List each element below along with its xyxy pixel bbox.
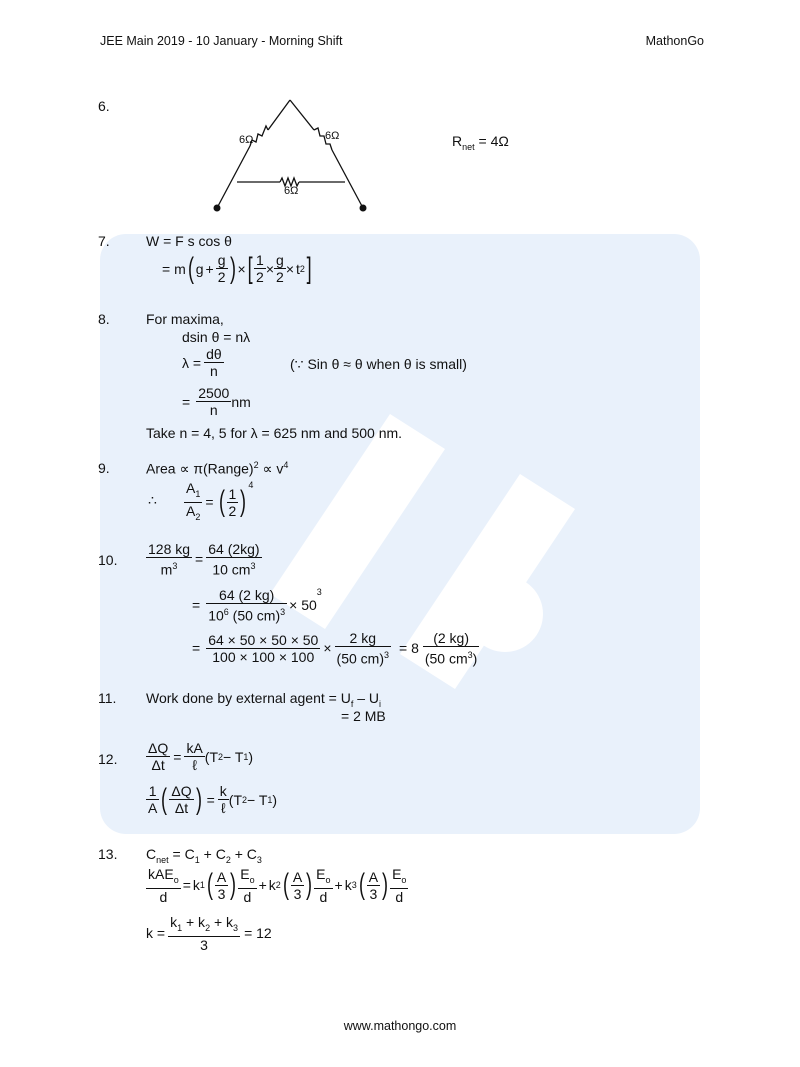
q7-frac-half [254, 252, 266, 285]
q13-kn2-sub: 2 [205, 922, 211, 933]
q9-rest: ∝ v [258, 460, 284, 477]
q9-a1-sub: 1 [195, 488, 201, 499]
q9-line2 [184, 480, 253, 525]
q8-frac [204, 346, 224, 379]
q7-t-sup: 2 [299, 263, 305, 274]
q13-e1-sub: o [249, 874, 255, 885]
q6-rnet [452, 133, 509, 152]
footer-url[interactable]: www.mathongo.com [343, 1019, 457, 1033]
q13-e2: E [316, 866, 326, 882]
q9-half-num: 1 [228, 485, 237, 502]
q13-kae-num [146, 866, 181, 888]
q10-frac3-den-rest: (50 cm) [228, 607, 281, 624]
q12-eq: = [173, 748, 182, 765]
q11-line1 [146, 690, 381, 709]
q10-frac6-den-end: ) [472, 650, 478, 667]
q12-minus-b: − T [247, 791, 268, 808]
q6-triangle-circuit [200, 90, 390, 220]
q10-times: × [323, 640, 332, 657]
q7-line2 [162, 252, 313, 285]
q13-p1-close: ) [230, 868, 237, 902]
q10-frac6-num: (2 kg) [433, 630, 469, 646]
q12-a: A [148, 800, 158, 816]
q10-frac5 [335, 630, 391, 667]
q9-frac-half [227, 486, 239, 519]
q13-a3-3 [367, 869, 380, 902]
q13-plus2: + [334, 877, 343, 894]
q13-k3: k [344, 877, 352, 894]
q7-number: 7. [98, 233, 110, 249]
q9-number: 9. [98, 460, 110, 476]
q9-frac-a-den [184, 502, 202, 525]
q13-ed-1-num [238, 866, 256, 888]
q13-kae-den: d [146, 888, 181, 905]
q7-t: t [296, 260, 300, 277]
header-brand: MathonGo [645, 34, 704, 48]
q13-a3-1 [215, 869, 228, 902]
q10-frac6-den [423, 646, 479, 667]
q11-sub-f: f [350, 698, 354, 709]
q8-line3 [182, 346, 224, 379]
q13-c1: 1 [194, 854, 200, 865]
q10-frac6-den-text: (50 cm [424, 650, 468, 667]
q7-half-den: 2 [256, 269, 264, 285]
q12-t2: (T [204, 748, 218, 765]
q13-k-frac [168, 914, 240, 953]
q9-frac-a-num [184, 480, 202, 502]
q13-k3-sub: 3 [351, 880, 357, 891]
q9-pow: 4 [248, 480, 254, 490]
q13-ed-2-num [314, 866, 332, 888]
q13-kn2: + k [182, 914, 206, 930]
q13-eq-c: = C [168, 846, 195, 862]
q12-dt: Δt [146, 756, 170, 773]
q12-dt2: Δt [169, 799, 193, 816]
q9-therefore: ∴ [148, 492, 157, 508]
q10-frac2 [206, 541, 261, 578]
q13-k-frac-den: 3 [168, 936, 240, 953]
q13-frac-kae [146, 866, 181, 905]
q12-ka: kA [186, 740, 203, 756]
q13-ed-3-num [390, 866, 408, 888]
q8-line4 [182, 385, 251, 418]
q12-t2-sub: 2 [218, 751, 224, 762]
q10-frac3-num: 64 (2 kg) [219, 587, 275, 603]
q12-t1b-sub: 1 [267, 794, 273, 805]
q12-t2b-sub: 2 [242, 794, 248, 805]
q10-frac2-den [206, 557, 261, 578]
q12-ell: ℓ [184, 756, 204, 773]
q7-paren-close: ) [229, 251, 236, 285]
q7-paren-open: ( [187, 251, 194, 285]
q13-c: C [146, 846, 157, 862]
q10-frac5-den-sup: 3 [383, 650, 389, 660]
q13-a3-3-den: 3 [367, 885, 380, 902]
q10-frac2-den-sup: 3 [250, 561, 256, 571]
q13-line2 [146, 866, 408, 905]
q10-frac5-num: 2 kg [349, 630, 376, 646]
q10-frac2-num: 64 (2kg) [208, 541, 260, 557]
q6-number: 6. [98, 98, 110, 114]
q10-frac1-den-m: m [160, 561, 173, 578]
q8-note: (∵ Sin θ ≈ θ when θ is small) [290, 356, 467, 372]
q10-eq8: = 8 [399, 640, 419, 657]
q7-bracket-close: ] [306, 251, 312, 285]
q10-number: 10. [98, 552, 118, 568]
q10-frac3-den-sup6: 6 [223, 607, 229, 617]
q9-a1: A [186, 480, 196, 496]
q11-number: 11. [98, 690, 117, 706]
q10-frac1 [146, 541, 192, 578]
q7-frac-g2 [216, 252, 228, 285]
q10-frac3 [206, 587, 287, 624]
q12-frac-dq [146, 740, 170, 773]
q7-times2: × [265, 260, 275, 277]
q10-line1 [146, 541, 262, 578]
q13-ed-3 [390, 866, 408, 905]
q6-resistor-right-label: 6Ω [325, 130, 340, 142]
q8-frac2 [196, 385, 231, 418]
q10-line2 [192, 587, 322, 624]
q6-rnet-symbol: R [452, 133, 463, 149]
q11-line2: = 2 MB [341, 708, 386, 724]
q10-line3 [192, 630, 479, 667]
q10-frac3-den-10: 10 [208, 607, 224, 624]
q7-eq: = m [162, 260, 186, 277]
q13-kn3-sub: 3 [233, 922, 239, 933]
q7-half-num: 1 [256, 252, 264, 268]
q12-frac-dq2 [169, 783, 193, 816]
q9-sup4: 4 [283, 460, 289, 470]
q10-frac2-den-text: 10 cm [212, 561, 251, 578]
q13-a3-3-num: A [368, 868, 379, 885]
q13-a3-2-num: A [292, 868, 303, 885]
q13-a3-2-den: 3 [291, 885, 304, 902]
q8-eq2: = [182, 393, 191, 410]
q12-line2 [146, 783, 277, 816]
q13-eq: = [182, 877, 191, 894]
q12-one: 1 [148, 783, 157, 799]
q13-k1: k [192, 877, 200, 894]
q13-p1-open: ( [206, 868, 213, 902]
q13-line1 [146, 846, 262, 865]
q13-line3 [146, 914, 272, 953]
q12-paren-open: ( [161, 782, 168, 816]
q9-line1 [146, 460, 288, 478]
q8-frac2-num: 2500 [198, 385, 230, 401]
q8-line5: Take n = 4, 5 for λ = 625 nm and 500 nm. [146, 425, 403, 441]
q12-frac-1a [146, 783, 159, 816]
q13-kn1: k [170, 914, 178, 930]
q13-a3-2 [291, 869, 304, 902]
q12-minus: − T [223, 748, 244, 765]
q10-eq2: = [192, 597, 201, 614]
q10-frac5-den-text: (50 cm) [336, 650, 384, 667]
q12-line1 [146, 740, 253, 773]
q13-a3-1-num: A [216, 868, 227, 885]
q13-c2: 2 [225, 854, 231, 865]
q13-e2-sub: o [325, 874, 331, 885]
q9-half-den: 2 [228, 502, 237, 519]
q13-k-frac-num [168, 914, 240, 936]
q13-ed-2 [314, 866, 332, 905]
q13-e1: E [240, 866, 250, 882]
q7-g3-den: 2 [276, 269, 284, 285]
q13-plus-c3: + C [230, 846, 257, 862]
q9-eq: = [205, 494, 214, 511]
q7-g: g [195, 260, 204, 277]
q12-frac-ka [184, 740, 204, 773]
q9-area-text: Area ∝ π(Range) [146, 460, 254, 477]
q13-k2-sub: 2 [275, 880, 281, 891]
q13-kn1-sub: 1 [177, 922, 183, 933]
q10-frac4 [206, 632, 320, 665]
q8-number: 8. [98, 311, 110, 327]
q10-frac6-den-sup: 3 [467, 650, 473, 660]
header-title: JEE Main 2019 - 10 January - Morning Shift [100, 34, 343, 48]
q13-plus-c2: + C [199, 846, 226, 862]
q10-eq1: = [195, 551, 204, 568]
q7-frac-g3 [274, 252, 286, 285]
q7-g3-num: g [276, 252, 284, 268]
q12-dq2: ΔQ [171, 783, 192, 799]
q13-p2-open: ( [282, 868, 289, 902]
q12-t1-sub: 1 [243, 751, 249, 762]
q7-times1: × [237, 260, 246, 277]
q6-resistor-left-label: 6Ω [239, 134, 254, 146]
q13-k-eq: k = [146, 925, 166, 942]
q13-k1-sub: 1 [199, 880, 205, 891]
q12-paren-close: ) [195, 782, 202, 816]
q10-frac5-den [335, 646, 391, 667]
q13-p2-close: ) [306, 868, 313, 902]
q12-dq: ΔQ [148, 740, 169, 756]
q12-frac-k [218, 783, 229, 816]
q10-frac1-den-sup: 3 [172, 561, 178, 571]
q9-sup2: 2 [253, 460, 259, 470]
q13-kn3: + k [210, 914, 234, 930]
q7-plus: + [205, 260, 214, 277]
q12-close: ) [248, 748, 254, 765]
q8-nm: nm [231, 393, 251, 410]
q13-e3-sub: o [401, 874, 407, 885]
q12-k: k [219, 783, 227, 799]
q10-frac1-den [146, 557, 192, 578]
q13-k-result: = 12 [244, 925, 272, 942]
q11-sub-i: i [379, 698, 382, 709]
q13-plus1: + [258, 877, 267, 894]
q13-c-net: net [156, 854, 169, 865]
q7-times3: × [285, 260, 295, 277]
q8-frac-den: n [204, 362, 224, 379]
q11-text: Work done by external agent = U [146, 690, 351, 706]
q9-frac-a [184, 480, 202, 525]
q13-kae-sub: o [173, 874, 179, 885]
q13-e3: E [392, 866, 402, 882]
q13-ed-2-den: d [314, 888, 332, 905]
q10-frac3-den [206, 603, 287, 624]
q7-frac-num: g [217, 252, 226, 268]
q8-line1: For maxima, [146, 311, 224, 327]
q6-rnet-sub: net [462, 141, 475, 152]
q9-paren-open: ( [218, 485, 225, 519]
q7-bracket-open: [ [247, 251, 253, 285]
q10-frac1-num: 128 kg [148, 541, 191, 557]
q10-eq3: = [192, 640, 201, 657]
q6-rnet-value: = 4Ω [474, 133, 509, 149]
q9-a2-sub: 2 [195, 511, 201, 522]
q12-ell2: ℓ [218, 799, 229, 816]
q8-frac-num: dθ [206, 346, 222, 362]
q7-frac-den: 2 [217, 269, 226, 285]
q12-eq2: = [206, 791, 215, 808]
q12-close-b: ) [272, 791, 278, 808]
q12-number: 12. [98, 751, 118, 767]
q13-ed-3-den: d [390, 888, 408, 905]
q9-paren-close: ) [240, 485, 247, 519]
q13-k2: k [268, 877, 276, 894]
q13-number: 13. [98, 846, 118, 862]
q13-p3-close: ) [382, 868, 389, 902]
q8-line2: dsin θ = nλ [182, 329, 251, 345]
q13-kae: kAE [148, 866, 174, 882]
q8-frac2-den: n [196, 401, 231, 418]
q10-times50-sup: 3 [316, 587, 322, 597]
q13-ed-1-den: d [238, 888, 256, 905]
q11-minus: – U [353, 690, 380, 706]
q9-a2: A [186, 502, 196, 519]
q13-p3-open: ( [358, 868, 365, 902]
q7-line1: W = F s cos θ [146, 233, 232, 249]
q10-frac4-num: 64 × 50 × 50 × 50 [208, 631, 319, 648]
q10-times50: × 50 [289, 597, 317, 614]
q13-ed-1 [238, 866, 256, 905]
q13-a3-1-den: 3 [215, 885, 228, 902]
q12-t2b: (T [228, 791, 242, 808]
q13-c3: 3 [256, 854, 262, 865]
q6-resistor-bottom-label: 6Ω [284, 185, 299, 197]
q10-frac3-den-sup3: 3 [280, 607, 286, 617]
q8-lambda: λ = [182, 354, 202, 371]
q10-frac6 [423, 630, 479, 667]
q10-frac4-den: 100 × 100 × 100 [206, 648, 320, 665]
